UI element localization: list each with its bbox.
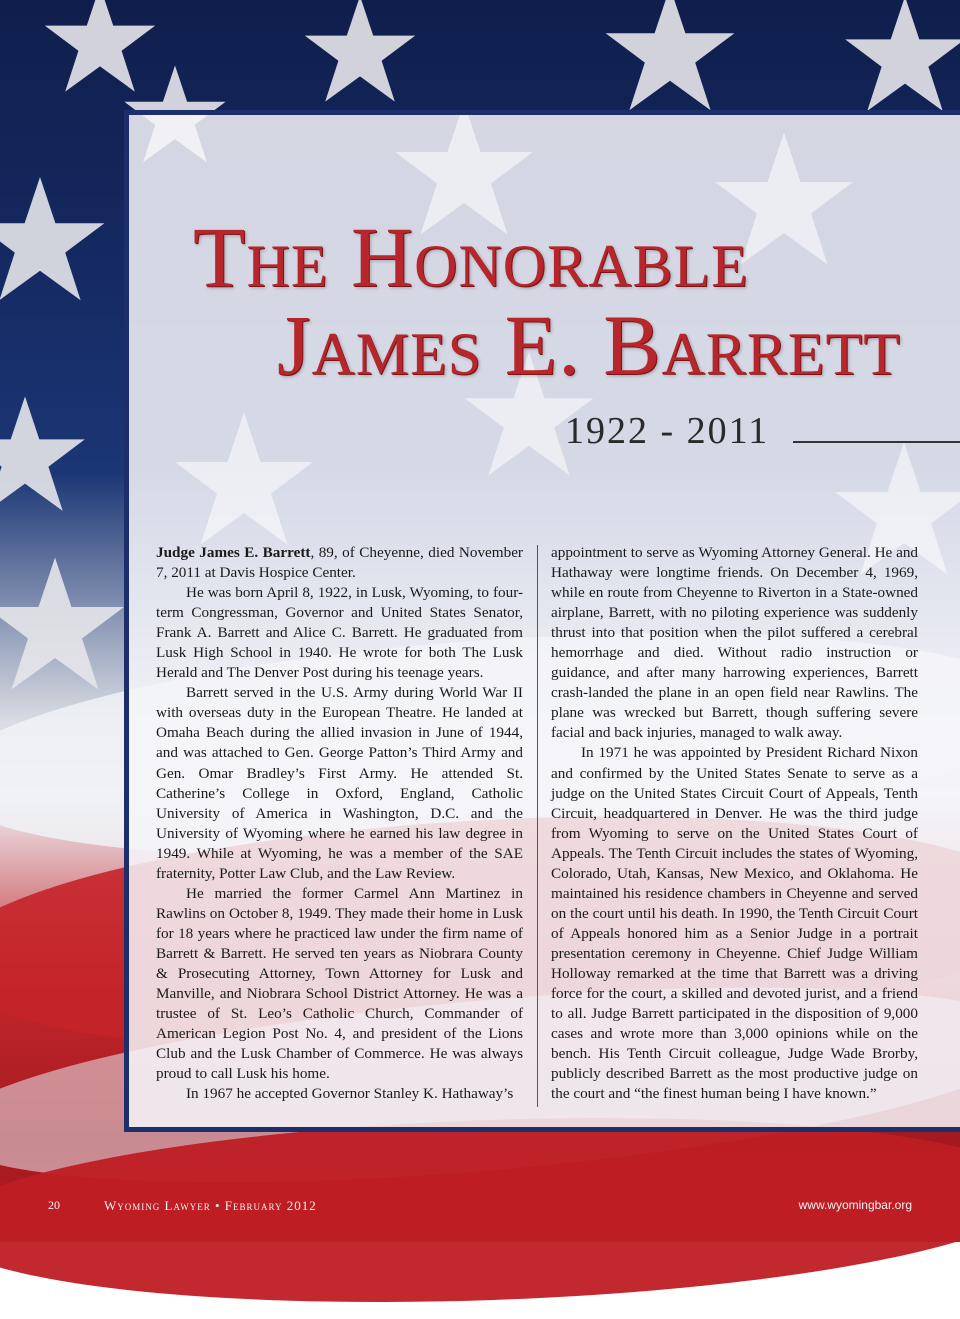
star-icon xyxy=(600,0,740,120)
page-number: 20 xyxy=(48,1198,60,1212)
star-icon xyxy=(300,0,420,110)
star-icon xyxy=(169,405,319,555)
publication-name: Wyoming Lawyer • February 2012 xyxy=(104,1198,317,1213)
article-column-left xyxy=(156,543,523,1104)
star-icon xyxy=(840,0,960,120)
article-paragraph: appointment to serve as Wyoming Attorney General. He and Hathaway were longtime friends. On December 4, 1969, while en route from Cheyenne to Riverton in a State-owned airplane, Barrett, with no piloting experience was suddenly thrust into that position when the pilot suffered a cerebral hemorrhage and died. Without radio instruction or guidance, and after many harrowing experiences, Barrett crash-landed the plane in an open field near Rawlins. The plane was wrecked but Barrett, though suffering severe facial and back injuries, managed to walk away. xyxy=(551,544,919,742)
article-paragraph: In 1967 he accepted Governor Stanley K. Hathaway’s xyxy=(186,1085,514,1103)
lead-name: Judge James E. Barrett xyxy=(156,544,311,561)
star-icon xyxy=(0,550,130,700)
article-paragraph xyxy=(156,543,523,583)
divider xyxy=(793,441,960,443)
article-paragraph: He married the former Carmel Ann Martinez in Rawlins on October 8, 1949. They made their home in Lusk for 18 years where he practiced law under the firm name of Barrett & Barrett. He served ten years as Niobrara County & Prosecuting Attorney, Town Attorney for Lusk and Manville, and Niobrara School District Attorney. He was a trustee of St. Leo’s Catholic Church, Commander of American Legion Post No. 4, and president of the Lions Club and the Lusk Chamber of Commerce. He was always proud to call Lusk his home. xyxy=(156,884,523,1083)
column-divider xyxy=(537,545,538,1107)
star-icon xyxy=(0,390,90,520)
article-column-right xyxy=(551,543,918,1104)
article-panel xyxy=(124,110,960,1132)
star-icon xyxy=(0,170,110,310)
lifespan-years: 1922 - 2011 xyxy=(565,410,770,452)
article-paragraph: He was born April 8, 1922, in Lusk, Wyoming, to four-term Congressman, Governor and United States Senator, Frank A. Barrett and Alice C. Barrett. He graduated from Lusk High School in 1940. He wrote for both The Lusk Herald and The Denver Post during his teenage years. xyxy=(156,584,523,682)
article-paragraph: Barrett served in the U.S. Army during World War II with overseas duty in the European Theatre. He landed at Omaha Beach during the allied invasion in June of 1944, and was attached to Gen. George Patton’s Third Army and Gen. Omar Bradley’s First Army. He attended St. Catherine’s College in Oxford, England, Catholic University of America in Washington, D.C. and the University of Wyoming where he earned his law degree in 1949. While at Wyoming, he was a member of the SAE fraternity, Potter Law Club, and the Law Review. xyxy=(156,684,523,882)
article-paragraph: In 1971 he was appointed by President Richard Nixon and confirmed by the United States Senate to serve as a judge on the United States Circuit Court of Appeals, Tenth Circuit, headquartered in Denver. He was the third judge from Wyoming to serve on the United States Court of Appeals. The Tenth Circuit includes the states of Wyoming, Colorado, Utah, Kansas, New Mexico, and Oklahoma. He maintained his residence chambers in Cheyenne and served on the court until his death. In 1990, the Tenth Circuit Court of Appeals honored him as a Senior Judge in a portrait presentation ceremony in Cheyenne. Chief Judge William Holloway remarked at the time that Barrett was a driving force for the court, a skilled and devoted jurist, and a friend to all. Judge Barrett participated in the disposition of 9,000 cases and wrote more than 3,000 opinions while on the bench. His Tenth Circuit colleague, Judge Wade Brorby, publicly described Barrett as the most productive judge on the court and “the finest human being I have known.” xyxy=(551,744,918,1103)
article-title-line1: The Honorable xyxy=(193,209,749,305)
lead-text: , 89, of Cheyenne, died November 7, 2011 at Davis Hospice Center. xyxy=(156,544,523,582)
article-title-line2: James E. Barrett xyxy=(277,297,901,393)
website-link[interactable]: www.wyomingbar.org xyxy=(798,1198,912,1212)
